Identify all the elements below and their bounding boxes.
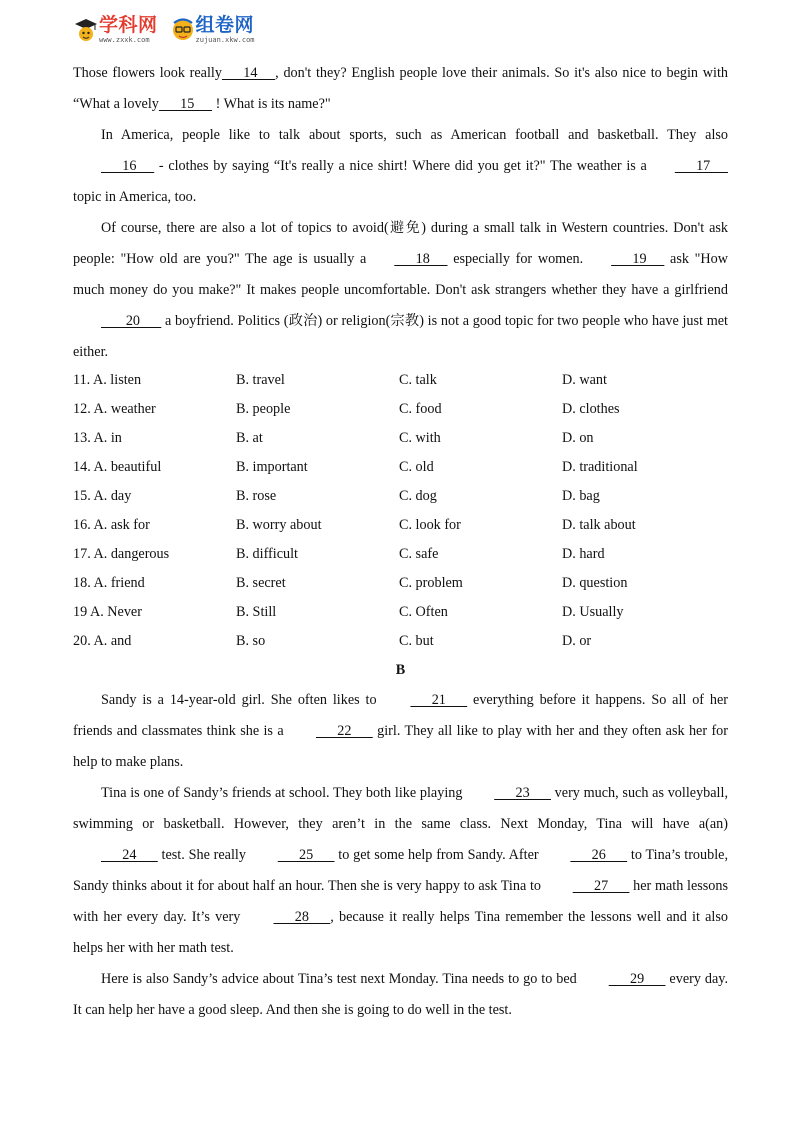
option-a[interactable]: 17. A. dangerous <box>73 546 170 562</box>
blank-16[interactable]: 16 <box>101 158 155 174</box>
option-d[interactable]: D. want <box>562 372 607 388</box>
option-b[interactable]: B. so <box>236 633 266 649</box>
option-b[interactable]: B. secret <box>236 575 286 591</box>
option-a[interactable]: 16. A. ask for <box>73 517 150 533</box>
option-b[interactable]: B. Still <box>236 604 277 620</box>
text-run: - clothes by saying “It's really a nice shirt! Where did you get it?" The weather is a <box>154 158 647 174</box>
text-run: ! What is its name?" <box>212 96 331 112</box>
option-a[interactable]: 20. A. and <box>73 633 132 649</box>
blank-27[interactable]: 27 <box>572 878 630 894</box>
passage-b-paragraph-2 <box>73 778 728 964</box>
option-c[interactable]: C. Often <box>399 604 448 620</box>
option-c[interactable]: C. but <box>399 633 434 649</box>
option-a[interactable]: 19 A. Never <box>73 604 142 620</box>
option-c[interactable]: C. talk <box>399 372 437 388</box>
blank-19[interactable]: 19 <box>611 251 665 267</box>
text-run: to get some help from Sandy. After <box>334 847 543 863</box>
text-run: every day. It can help her have a good sleep. And then she is going to do well in the test. <box>73 971 728 1018</box>
option-b[interactable]: B. rose <box>236 488 277 504</box>
blank-22[interactable]: 22 <box>316 723 373 739</box>
passage-a-paragraph-2 <box>73 120 728 213</box>
option-a[interactable]: 18. A. friend <box>73 575 145 591</box>
text-run: to Tina’s trouble, Sandy thinks about it for about half an hour. Then she is very happy to ask Tina to <box>73 847 728 894</box>
option-b[interactable]: B. travel <box>236 372 285 388</box>
student-mascot-icon <box>170 15 196 45</box>
option-row-19 <box>73 598 728 627</box>
text-run: her math lessons with her every day. It’s very <box>73 878 728 925</box>
text-run: test. She really <box>157 847 250 863</box>
text-run: Of course, there are also a lot of topics to avoid(避免) during a small talk in Western countries. Don't ask people: "How old are you?" The age is usually a <box>73 220 728 267</box>
text-run: girl. They all like to play with her and they often ask her for help to make plans. <box>73 723 728 770</box>
blank-29[interactable]: 29 <box>608 971 666 987</box>
blank-14[interactable]: 14 <box>221 65 276 81</box>
blank-23[interactable]: 23 <box>494 785 551 801</box>
blank-17[interactable]: 17 <box>674 158 728 174</box>
text-run: especially for women. <box>447 251 584 267</box>
option-a[interactable]: 14. A. beautiful <box>73 459 162 475</box>
option-b[interactable]: B. difficult <box>236 546 299 562</box>
option-c[interactable]: C. food <box>399 401 442 417</box>
blank-24[interactable]: 24 <box>101 847 158 863</box>
text-run: Tina is one of Sandy’s friends at school. They both like playing <box>101 785 467 801</box>
text-run: Those flowers look really <box>73 65 222 81</box>
option-d[interactable]: D. or <box>562 633 592 649</box>
passage-b-paragraph-3 <box>73 964 728 1026</box>
option-d[interactable]: D. talk about <box>562 517 636 533</box>
option-c[interactable]: C. safe <box>399 546 439 562</box>
text-run: ask "How much money do you make?" It makes people uncomfortable. Don't ask strangers whether they have a girlfriend <box>73 251 728 298</box>
logo-zujuanwang[interactable] <box>170 15 255 45</box>
text-run: a boyfriend. Politics (政治) or religion(宗教) is not a good topic for two people who have just met either. <box>73 313 728 360</box>
option-a[interactable]: 13. A. in <box>73 430 122 446</box>
option-d[interactable]: D. Usually <box>562 604 624 620</box>
option-row-16 <box>73 511 728 540</box>
option-b[interactable]: B. important <box>236 459 308 475</box>
option-d[interactable]: D. traditional <box>562 459 638 475</box>
option-d[interactable]: D. question <box>562 575 628 591</box>
option-a[interactable]: 11. A. listen <box>73 372 142 388</box>
passage-a-paragraph-3 <box>73 213 728 368</box>
text-run: In America, people like to talk about sports, such as American football and basketball. They also <box>101 127 728 143</box>
header <box>73 10 267 50</box>
logo2-url: zujuan.xkw.com <box>195 36 255 44</box>
option-c[interactable]: C. look for <box>399 517 461 533</box>
option-row-18 <box>73 569 728 598</box>
blank-20[interactable]: 20 <box>101 313 162 329</box>
option-c[interactable]: C. problem <box>399 575 463 591</box>
blank-25[interactable]: 25 <box>277 847 335 863</box>
blank-21[interactable]: 21 <box>410 692 468 708</box>
passage-a-paragraph-1 <box>73 58 728 120</box>
options-table <box>73 366 728 656</box>
option-row-15 <box>73 482 728 511</box>
logo-xuekewang[interactable] <box>73 15 158 45</box>
option-d[interactable]: D. hard <box>562 546 605 562</box>
option-c[interactable]: C. old <box>399 459 434 475</box>
section-heading-b: B <box>395 662 406 678</box>
option-a[interactable]: 12. A. weather <box>73 401 156 417</box>
blank-28[interactable]: 28 <box>273 909 331 925</box>
blank-26[interactable]: 26 <box>570 847 628 863</box>
text-run: Here is also Sandy’s advice about Tina’s test next Monday. Tina needs to go to bed <box>101 971 581 987</box>
option-c[interactable]: C. with <box>399 430 441 446</box>
option-row-20 <box>73 627 728 656</box>
logo1-url: www.zxxk.com <box>99 36 150 44</box>
blank-18[interactable]: 18 <box>394 251 448 267</box>
option-row-14 <box>73 453 728 482</box>
text-run: very much, such as volleyball, swimming or basketball. However, they aren’t in the same class. Next Monday, Tina will have a(an) <box>73 785 728 832</box>
blank-15[interactable]: 15 <box>158 96 213 112</box>
option-c[interactable]: C. dog <box>399 488 437 504</box>
document-body <box>73 58 728 1026</box>
text-run: topic in America, too. <box>73 189 197 205</box>
option-d[interactable]: D. on <box>562 430 594 446</box>
option-a[interactable]: 15. A. day <box>73 488 132 504</box>
option-row-12 <box>73 395 728 424</box>
option-b[interactable]: B. worry about <box>236 517 322 533</box>
mortarboard-mascot-icon <box>73 15 99 45</box>
text-run: , don't they? English people love their animals. So it's also nice to begin with “What a lovely <box>73 65 728 112</box>
text-run: everything before it happens. So all of her friends and classmates think she is a <box>73 692 729 739</box>
option-b[interactable]: B. people <box>236 401 291 417</box>
option-row-11 <box>73 366 728 395</box>
option-b[interactable]: B. at <box>236 430 263 446</box>
option-d[interactable]: D. clothes <box>562 401 620 417</box>
text-run: Sandy is a 14-year-old girl. She often likes to <box>101 692 383 708</box>
passage-b-paragraph-1 <box>73 685 728 778</box>
text-run: , because it really helps Tina remember the lessons well and it also helps her with her math test. <box>73 909 728 956</box>
logo1-title: 学科网 <box>99 14 158 36</box>
logo2-title: 组卷网 <box>195 14 255 36</box>
option-d[interactable]: D. bag <box>562 488 600 504</box>
option-row-13 <box>73 424 728 453</box>
option-row-17 <box>73 540 728 569</box>
